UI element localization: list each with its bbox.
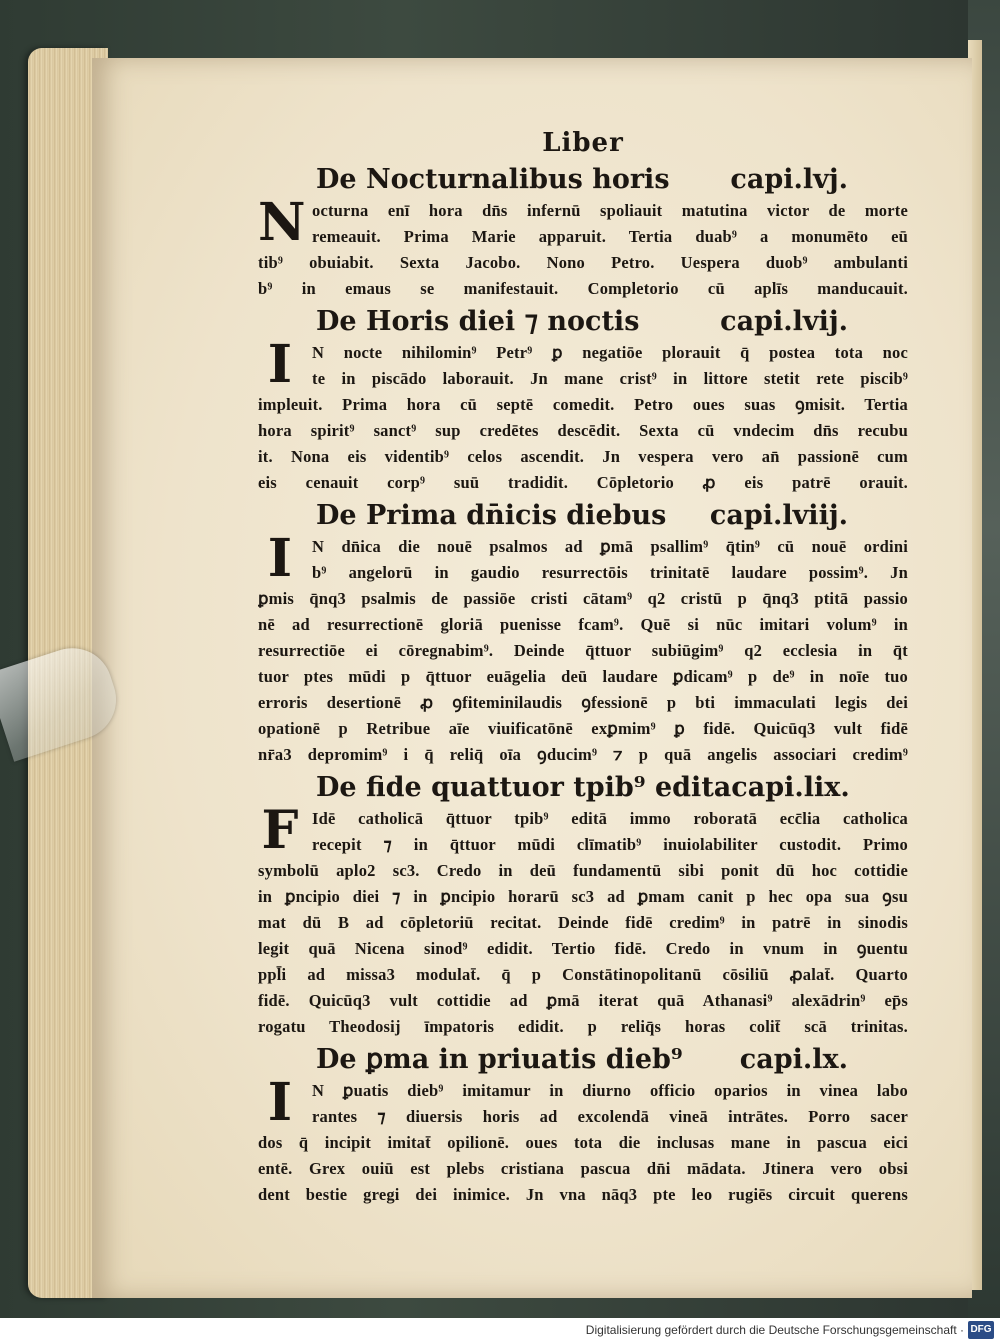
text-line: rogatu Theodosij īmpatoris edidit. p reliq̄s horas colit̄ scā trinitas. [258,1017,908,1036]
text-line: dos q̄ incipit imitat̄ opilionē. oues tota die inclusas mane in pascua eici [258,1133,908,1152]
text-line: eis cenauit corp⁹ suū tradidit. Cōpletorio ꝓ eis patrē orauit. [258,473,908,492]
text-line: hora spirit⁹ sanct⁹ sup credētes descēdit. Sexta cū vndecim dn̄s recubu [258,421,908,440]
text-line: fidē. Quicūq3 vult cottidie ad ꝑmā iterat quā Athanasi⁹ alexādrin⁹ ep̄s [258,991,908,1010]
text-line: resurrectiōe ei cōregnabim⁹. Deinde q̄ttuor subiūgim⁹ q2 ecclesia in q̄t [258,641,908,660]
text-line: remeauit. Prima Marie apparuit. Tertia duab⁹ a monumēto eū [312,227,908,246]
text-line: dent bestie gregi dei inimice. Jn vna nāq3 pte leo rugiēs circuit querens [258,1185,908,1204]
text-line: nr̄a3 depromim⁹ i q̄ reliq̄ oīa ꝯducim⁹ ⁊ p quā angelis associari credim⁹ [258,745,908,764]
drop-initial: I [267,1072,293,1133]
funding-credit: Digitalisierung gefördert durch die Deutsche Forschungsgemeinschaft · [585,1323,964,1337]
chapter-heading [258,164,908,196]
chapter-number: capi.lx. [739,1044,848,1075]
chapter-heading [258,500,908,532]
page-text [258,128,908,1208]
text-line: ꝑmis q̄nq3 psalmis de passiōe cristi cātam⁹ q2 cristū p q̄nq3 ptitā passio [258,589,908,608]
drop-initial: N [258,192,306,253]
drop-initial: F [261,800,299,861]
chapter-number: capi.lvij. [720,306,848,337]
drop-initial: I [267,334,293,395]
chapter-title: De fide quattuor tpib⁹ edita [316,772,732,803]
text-line: tib⁹ obuiabit. Sexta Jacobo. Nono Petro. Uespera duob⁹ ambulanti [258,253,908,272]
text-line: opationē p Retribue aīe viuificatōnē exꝑmim⁹ ꝑ fidē. Quicūq3 vult fidē [258,719,908,738]
chapter-heading [258,772,908,804]
chapter-number: capi.lix. [731,772,850,803]
text-line: rantes ⁊ diuersis horis ad excolendā vineā intrātes. Porro sacer [312,1107,908,1126]
chapter-title: De Nocturnalibus horis [316,164,670,195]
chapter-title: De Horis diei ⁊ noctis [316,306,640,337]
text-line: tuor ptes mūdi p q̄ttuor euāgelia deū laudare ꝑdicam⁹ p de⁹ in noīe tuo [258,667,908,686]
chapter-list [258,164,908,1208]
chapter-title: De ꝑma in priuatis dieb⁹ [316,1044,683,1075]
text-line: it. Nona eis videntib⁹ celos ascendit. Jn vespera vero an̄ passionē cum [258,447,908,466]
chapter-paragraph [258,1072,908,1208]
text-line: symbolū aplo2 sc3. Credo in deū fundamentū sibi ponit dū hoc cottidie [258,861,908,880]
text-line: octurna enī hora dn̄s infernū spoliauit matutina victor de morte [312,201,908,220]
chapter-paragraph [258,800,908,1040]
chapter-paragraph [258,334,908,496]
text-line: b⁹ in emaus se manifestauit. Completorio cū aplīs manducauit. [258,279,908,298]
credit-bar [0,1318,1000,1344]
text-line: nē ad resurrectionē gloriā puenisse fcam⁹. Quē si nūc imitari volum⁹ in [258,615,908,634]
dfg-logo: DFG [968,1321,994,1339]
text-line: recepit ⁊ in q̄ttuor mūdi clīmatib⁹ inuiolabiliter custodit. Primo [312,835,908,854]
text-line: in ꝑncipio diei ⁊ in ꝑncipio horarū sc3 ad ꝑmam canit p hec opa sua ꝯsu [258,887,908,906]
text-line: Idē catholicā q̄ttuor tpib⁹ editā immo roboratā ecc̄lia catholica [312,809,908,828]
text-line: legit quā Nicena sinod⁹ edidit. Tertio fidē. Credo in vnum in ꝯuentu [258,939,908,958]
text-line: N dn̄ica die nouē psalmos ad ꝑmā psallim⁹ q̄tin⁹ cū nouē ordini [312,537,908,556]
chapter-heading [258,306,908,338]
text-line: ppl̄i ad missa3 modulat̄. q̄ p Constātinopolitanū cōsiliū ꝓalat̄. Quarto [258,965,908,984]
text-line: impleuit. Prima hora cū septē comedit. Petro oues suas ꝯmisit. Tertia [258,395,908,414]
chapter-title: De Prima dn̄icis diebus [316,500,667,531]
text-line: mat dū B ad cōpletoriū recitat. Deinde fidē credim⁹ in patrē in sinodis [258,913,908,932]
chapter-heading [258,1044,908,1076]
chapter-number: capi.lviij. [709,500,848,531]
text-line: te in piscādo laborauit. Jn mane crist⁹ in littore stetit rete piscib⁹ [312,369,908,388]
text-line: b⁹ angelorū in gaudio resurrectōis trinitatē laudare possim⁹. Jn [312,563,908,582]
chapter-paragraph [258,192,908,302]
text-line: entē. Grex ouiū est plebs cristiana pascua dn̄i mādata. Jtinera vero obsi [258,1159,908,1178]
drop-initial: I [267,528,293,589]
running-head: Liber [542,128,624,158]
text-line: N nocte nihilomin⁹ Petr⁹ ꝑ negatiōe plorauit q̄ postea tota noc [312,343,908,362]
text-line: N ꝑuatis dieb⁹ imitamur in diurno officio oparios in vinea labo [312,1081,908,1100]
chapter-paragraph [258,528,908,768]
text-line: erroris desertionē ꝓ ꝯfiteminilaudis ꝯfessionē p bti immaculati legis dei [258,693,908,712]
chapter-number: capi.lvj. [730,164,848,195]
